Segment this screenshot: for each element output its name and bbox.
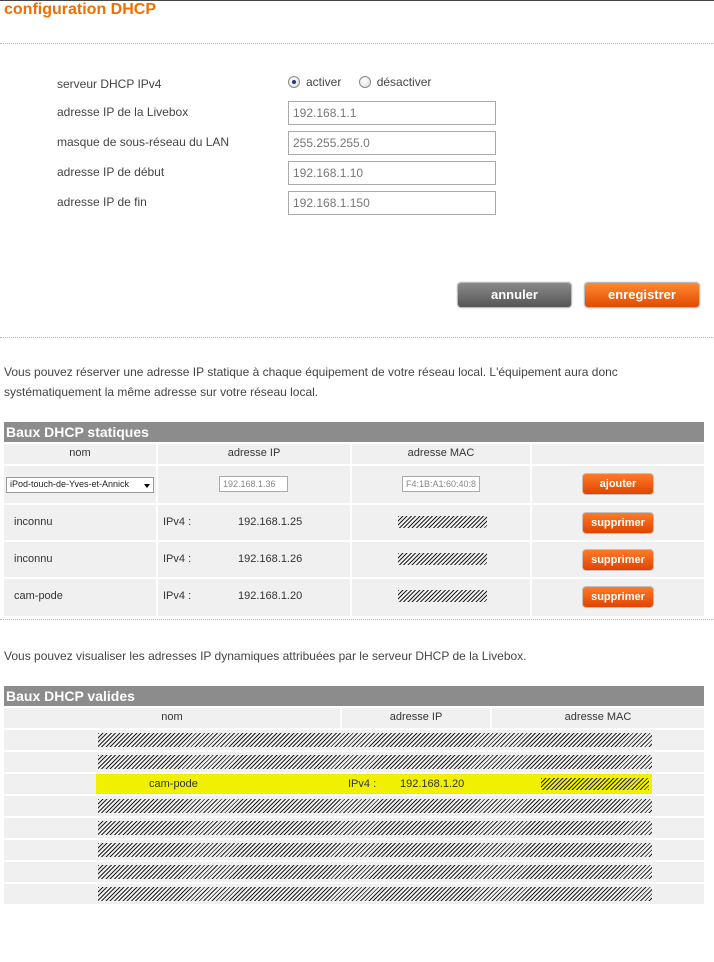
redacted-row [98,755,652,769]
static-leases-intro: Vous pouvez réserver une adresse IP statique à chaque équipement de votre réseau local. L'équipement aura donc systématiquement la même adresse sur votre réseau local. [4,365,618,399]
disable-radio[interactable] [359,76,371,88]
redacted-row [98,887,652,901]
lease-name: cam-pode [14,590,63,602]
table-row [4,579,156,616]
valid-lease-ip: 192.168.1.20 [400,778,465,790]
redacted-row [98,799,652,813]
column-header-mac: adresse MAC [352,444,530,464]
lease-proto: IPv4 : [163,553,192,565]
lease-ip: 192.168.1.26 [238,553,303,565]
subnet-mask-label: masque de sous-réseau du LAN [57,135,230,149]
end-ip-row [57,191,517,215]
lease-ip-cell [158,505,350,540]
lease-ip-cell [158,579,350,616]
valid-leases-intro: Vous pouvez visualiser les adresses IP dynamiques attribuées par le serveur DHCP de la Livebox. [4,649,527,663]
column-header-ip: adresse IP [158,444,350,464]
redacted-row [98,733,652,747]
lease-proto: IPv4 : [163,516,192,528]
dhcp-server-label: serveur DHCP IPv4 [57,77,162,91]
list-item [4,730,704,750]
column-header-name: nom [4,708,340,728]
enable-radio[interactable] [288,76,300,88]
device-select-value: iPod-touch-de-Yves-et-Annick [10,479,130,489]
lease-name: inconnu [14,553,53,565]
device-select[interactable] [6,477,154,493]
new-entry-name-cell [4,466,156,503]
lease-ip: 192.168.1.20 [238,590,303,602]
divider [0,337,714,338]
livebox-ip-row [57,101,517,125]
static-leases-title: Baux DHCP statiques [4,422,704,442]
add-button[interactable]: ajouter [582,473,654,495]
enable-radio-label[interactable]: activer [306,75,342,89]
livebox-ip-label: adresse IP de la Livebox [57,105,189,119]
column-header-actions [532,444,704,464]
cancel-button[interactable]: annuler [457,282,572,308]
list-item [4,862,704,882]
new-entry-ip-cell [158,466,350,503]
list-item [4,818,704,838]
subnet-mask-input[interactable] [288,131,496,155]
dhcp-server-radio-group [288,75,445,89]
valid-lease-name: cam-pode [149,778,198,790]
start-ip-input[interactable] [288,161,496,185]
table-row [4,542,156,577]
table-row [4,505,156,540]
valid-lease-proto: IPv4 : [348,778,377,790]
start-ip-row [57,161,517,185]
chevron-down-icon [144,484,150,488]
list-item [4,796,704,816]
redacted-row [98,865,652,879]
column-header-ip: adresse IP [342,708,490,728]
lease-ip-cell [158,542,350,577]
valid-leases-title: Baux DHCP valides [4,686,704,706]
lease-proto: IPv4 : [163,590,192,602]
lease-mac-cell [352,542,530,577]
column-header-name: nom [4,444,156,464]
new-entry-mac-cell [352,466,530,503]
redacted-row [98,821,652,835]
page-title: configuration DHCP [4,1,156,18]
end-ip-input[interactable] [288,191,496,215]
static-leases-table [4,442,704,618]
dhcp-server-row [57,73,517,97]
save-button[interactable]: enregistrer [584,282,700,308]
list-item [4,840,704,860]
lease-action-cell [532,542,704,577]
delete-button[interactable]: supprimer [582,512,654,534]
disable-radio-label[interactable]: désactiver [376,75,432,89]
end-ip-label: adresse IP de fin [57,195,147,209]
lease-mac-cell [352,579,530,616]
column-header-mac: adresse MAC [492,708,704,728]
list-item [4,884,704,904]
delete-button[interactable]: supprimer [582,586,654,608]
list-item [4,752,704,772]
lease-ip: 192.168.1.25 [238,516,303,528]
divider [0,43,714,44]
lease-mac-cell [352,505,530,540]
list-item-highlighted [4,774,704,794]
redacted-row [98,843,652,857]
lease-action-cell [532,505,704,540]
lease-name: inconnu [14,516,53,528]
divider [0,619,714,620]
subnet-mask-row [57,131,517,155]
new-mac-input[interactable] [402,476,480,492]
redacted-mac [398,590,487,602]
lease-action-cell [532,579,704,616]
start-ip-label: adresse IP de début [57,165,165,179]
delete-button[interactable]: supprimer [582,549,654,571]
new-ip-input[interactable] [219,476,288,492]
new-entry-action-cell [532,466,704,503]
valid-leases-header [4,706,704,728]
redacted-mac [541,778,649,790]
redacted-mac [398,553,487,565]
redacted-mac [398,516,487,528]
livebox-ip-input[interactable] [288,101,496,125]
